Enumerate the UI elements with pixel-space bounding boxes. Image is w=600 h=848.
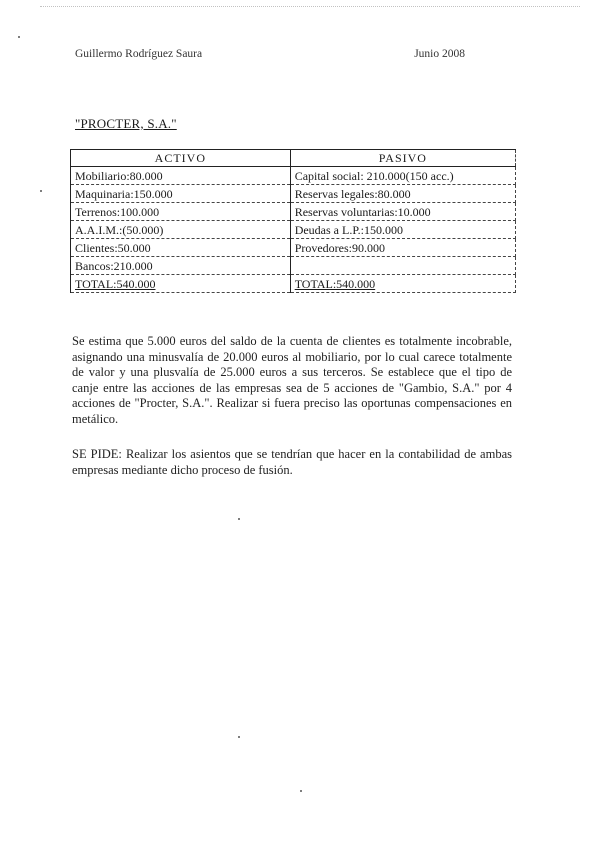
activo-cell: Terrenos:100.000 [71,203,291,221]
total-pasivo: TOTAL:540.000 [290,275,515,293]
pasivo-cell: Capital social: 210.000(150 acc.) [290,167,515,185]
document-date: Junio 2008 [414,48,465,60]
scan-speck [238,518,240,520]
pasivo-cell: Reservas voluntarias:10.000 [290,203,515,221]
table-row [71,257,516,275]
table-row [71,185,516,203]
total-activo: TOTAL:540.000 [71,275,291,293]
scan-speck [18,36,20,38]
activo-cell: Maquinaria:150.000 [71,185,291,203]
table-row [71,221,516,239]
table-row [71,203,516,221]
author-name: Guillermo Rodríguez Saura [75,48,203,60]
table-total-row [71,275,516,293]
company-title: "PROCTER, S.A." [75,116,177,131]
problem-statement-paragraph: Se estima que 5.000 euros del saldo de la cuenta de clientes es totalmente incobrable, asignando una minusvalía de 20.000 euros al mobiliario, por lo cual carece totalmente de valor y una plusvalía de 25.000 euros a sus terceros. Se establece que el tipo de canje entre las acciones de las empresas sea de 5 acciones de "Gambio, S.A." por 4 acciones de "Procter, S.A.". Realizar si fuera preciso las oportunas compensaciones en metálico. [72,334,512,426]
pasivo-cell [290,257,515,275]
activo-cell: Bancos:210.000 [71,257,291,275]
task-paragraph: SE PIDE: Realizar los asientos que se tendrían que hacer en la contabilidad de ambas empresas mediante dicho proceso de fusión. [72,447,512,477]
scan-speck [40,190,42,192]
pasivo-cell: Provedores:90.000 [290,239,515,257]
activo-cell: Clientes:50.000 [71,239,291,257]
balance-sheet-table [70,149,516,293]
scan-noise-line [40,6,580,17]
scan-speck [238,736,240,738]
table-header-row [71,150,516,167]
activo-cell: Mobiliario:80.000 [71,167,291,185]
table-row [71,239,516,257]
document-header [75,48,465,60]
activo-header: ACTIVO [71,150,291,167]
activo-cell: A.A.I.M.:(50.000) [71,221,291,239]
scan-speck [300,790,302,792]
pasivo-cell: Reservas legales:80.000 [290,185,515,203]
table-row [71,167,516,185]
pasivo-cell: Deudas a L.P.:150.000 [290,221,515,239]
pasivo-header: PASIVO [290,150,515,167]
